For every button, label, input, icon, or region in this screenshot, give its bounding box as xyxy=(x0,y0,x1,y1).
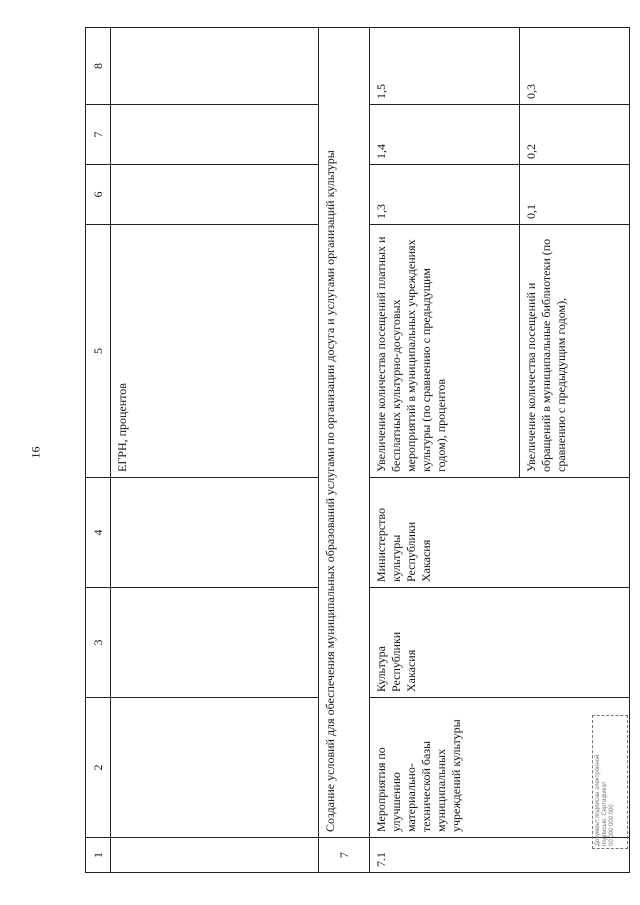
header-cell: 2 xyxy=(86,698,111,838)
indicator-value: 1,4 xyxy=(370,105,520,165)
indicator-value: 0,3 xyxy=(520,28,630,105)
header-cell: 6 xyxy=(86,165,111,225)
stamp-line: 00 000 000 000 xyxy=(609,804,616,846)
header-cell: 8 xyxy=(86,28,111,105)
header-cell: 5 xyxy=(86,225,111,478)
rotated-table-container xyxy=(85,28,615,873)
page-number: 16 xyxy=(28,446,43,459)
indicator-value: 1,3 xyxy=(370,165,520,225)
measure-name: Мероприятия по улучшению материально-технической базы муниципальных учреждений культуры xyxy=(370,698,630,838)
signature-stamp xyxy=(592,715,628,849)
measures-table xyxy=(85,27,630,873)
table-row xyxy=(370,28,520,873)
header-cell: 7 xyxy=(86,105,111,165)
header-cell: 1 xyxy=(86,838,111,873)
header-cell: 3 xyxy=(86,588,111,698)
indicator-text: Увеличение количества посещений и обращений в муниципальные библиотеки (по сравнению с предыдущим годом), xyxy=(520,225,630,478)
header-row xyxy=(86,28,111,873)
indicator-value: 0,2 xyxy=(520,105,630,165)
indicator-text: Увеличение количества посещений платных и бесплатных культурно-досуговых мероприятий в муниципальных учреждениях культуры (по сравнению с предыдущим годом), процентов xyxy=(370,225,520,478)
indicator-value: 0,1 xyxy=(520,165,630,225)
section-row xyxy=(319,28,370,873)
row-number: 7.1 xyxy=(370,838,630,873)
program-name: Культура Республики Хакасия xyxy=(370,588,630,698)
header-cell: 4 xyxy=(86,478,111,588)
executor-name: Министерство культуры Республики Хакасия xyxy=(370,478,630,588)
indicator-text: ЕГРН, процентов xyxy=(111,225,319,478)
section-number: 7 xyxy=(319,838,370,873)
stamp-line: подписью. Сертификат xyxy=(602,781,609,846)
table-row xyxy=(111,28,319,873)
stamp-line: Документ подписан электронной xyxy=(595,754,601,846)
indicator-value: 1,5 xyxy=(370,28,520,105)
section-title: Создание условий для обеспечения муниципальных образований услугами по организации досуга и услугами организаций культуры xyxy=(319,28,370,838)
